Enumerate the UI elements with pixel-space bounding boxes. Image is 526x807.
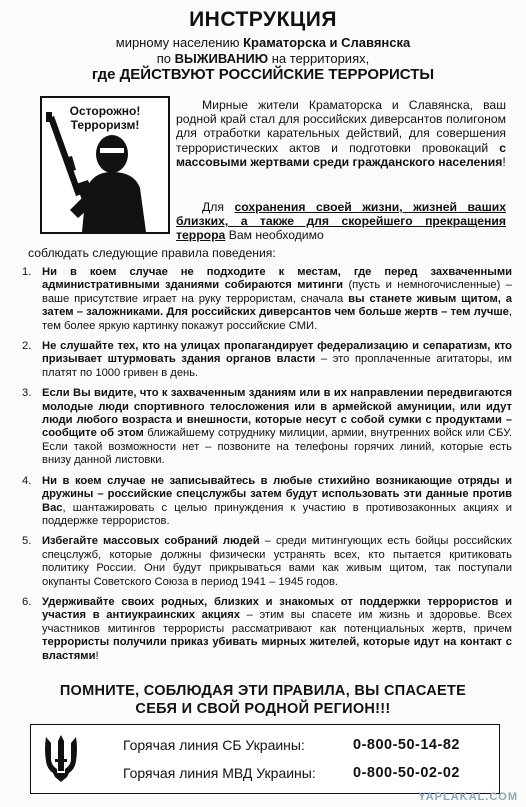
hotline-phone[interactable]: 0-800-50-02-02 <box>353 765 460 781</box>
rule-text: ! <box>95 649 99 662</box>
rule-text: – этим вы спасете им жизнь и здоровье. Всех участников митингов террористы рассматривают как потенциальных жертв, причем <box>42 609 513 635</box>
subtitle-line-1-a: мирному населению <box>115 35 244 50</box>
rule-bold-text: Удерживайте своих родных, близких и знакомых от поддержки террористов и участия в антиукраинских акциях <box>42 595 512 622</box>
subtitle-line-1-b: Краматорска и Славянска <box>243 35 411 50</box>
rule-number: 1. <box>22 266 32 278</box>
rule-item <box>18 596 512 663</box>
rule-bold-text: террористы получили приказ убивать мирных жителей, которые идут на контакт с властями <box>42 636 512 662</box>
rule-text: (пусть и немногочисленные) – ваше присутствие играет на руку террористам, сначала <box>42 279 512 305</box>
rule-text: – среди митингующих есть бойцы российских спецслужб, которые должны физически устранять всех, кто пытается критиковать политику России. Они будут прикрываться вами как живым щитом, так поступали окупанты Советского Союза в период 1941 – 1945 годов. <box>42 535 512 588</box>
subtitle-line-2 <box>20 51 506 67</box>
rule-text: ближайшему сотруднику милиции, армии, внутренних войск или СБУ. Если такой возможности нет – позвоните на телефоны горячих линий, которые есть внизу данной листовки. <box>42 427 512 467</box>
rule-number: 3. <box>22 387 32 400</box>
hotline-row <box>123 737 460 753</box>
rule-item <box>18 535 512 589</box>
rule-number: 5. <box>22 535 32 548</box>
hotline-phone[interactable]: 0-800-50-14-82 <box>353 737 460 753</box>
rule-bold-text: Не слушайте тех, кто на улицах пропагандирует федерализацию и сепаратизм, кто призывает штурмовать здания органов власти <box>42 340 512 366</box>
remember-notice <box>20 682 506 718</box>
intro-paragraph-3: соблюдать следующие правила поведения: <box>28 246 276 260</box>
hotline-box <box>30 724 500 794</box>
remember-line-1: ПОМНИТЕ, СОБЛЮДАЯ ЭТИ ПРАВИЛА, ВЫ СПАСАЕТЕ <box>59 683 467 699</box>
rule-item <box>18 340 512 380</box>
rule-text: – это проплаченные агитаторы, им платят по 1000 гривен в день. <box>42 353 512 379</box>
warning-line-1: Осторожно! <box>69 104 141 118</box>
trident-emblem-icon <box>43 735 79 783</box>
watermark: YAPLAKAL.COM <box>418 791 518 803</box>
intro-p1-a: Мирные жители Краматорска и Славянска, ваш родной край стал для российских диверсантов полигоном для отработки карательных действий, для совершения террористических актов и подготовки провокаций <box>176 98 506 155</box>
rule-text: , шантажировать с целью принуждения к участию в противозаконных акциях и поддержке террористов. <box>42 501 512 527</box>
hotline-label: Горячая линия МВД Украины: <box>123 765 316 781</box>
rule-text: , тем более яркую картинку покажут российские СМИ. <box>42 306 512 332</box>
rule-item <box>18 266 512 333</box>
rule-number: 6. <box>22 595 32 608</box>
subtitle-line-2-c: на территориях, <box>268 51 370 66</box>
intro-p2-b: сохранения своей жизни, жизней ваших близких, а также для скорейшего прекращения террора <box>176 200 506 243</box>
subtitle-line-3: где ДЕЙСТВУЮТ РОССИЙСКИЕ ТЕРРОРИСТЫ <box>91 66 435 83</box>
intro-p2-a: Для <box>202 200 235 214</box>
rule-number: 2. <box>22 340 32 353</box>
rule-number: 4. <box>22 474 32 487</box>
rule-bold-text: Если Вы видите, что к захваченным зданиям или в их направлении передвигаются молодые люди спортивного телосложения или в армейской амуниции, или идут люди любого возраста и внешности, которые несут с собой сумки с продуктами – сообщите об этом <box>42 387 512 440</box>
intro-p1-c: ! <box>502 154 506 169</box>
subtitle-line-1 <box>20 35 506 51</box>
subtitle-line-2-a: по <box>156 51 175 66</box>
rule-item <box>18 387 512 467</box>
rule-bold-text: Ни в коем случае не подходите к местам, где перед захваченными административными зданиями собираются митинги <box>42 266 512 292</box>
warning-line-2: Терроризм! <box>70 118 140 132</box>
remember-line-2: СЕБЯ И СВОЙ РОДНОЙ РЕГИОН!!! <box>135 701 391 717</box>
intro-p2-c: Вам необходимо <box>225 228 324 243</box>
rule-bold-text: Ни в коем случае не записывайтесь в любые стихийно возникающие отряды и дружины – российские спецслужбы затем будут использовать эти данные против Вас <box>42 474 512 514</box>
page-title: ИНСТРУКЦИЯ <box>189 8 337 31</box>
hotline-label: Горячая линия СБ Украины: <box>123 737 305 753</box>
warning-box <box>40 96 170 234</box>
rule-bold-text: Избегайте массовых собраний людей <box>42 535 260 548</box>
subtitle-line-2-b: ВЫЖИВАНИЮ <box>174 51 269 66</box>
warning-text <box>42 104 168 132</box>
rule-bold-text: вы станете живым щитом, а затем – заложниками. Для российских диверсантов чем больше жертв – тем лучше <box>42 292 512 319</box>
intro-p1-b: с массовыми жертвами среди гражданского населения <box>176 140 506 169</box>
hotline-row <box>123 765 460 781</box>
intro-paragraph-1 <box>176 98 506 169</box>
intro-paragraph-2 <box>176 200 506 243</box>
rule-item <box>18 475 512 529</box>
rules-list <box>18 266 512 670</box>
